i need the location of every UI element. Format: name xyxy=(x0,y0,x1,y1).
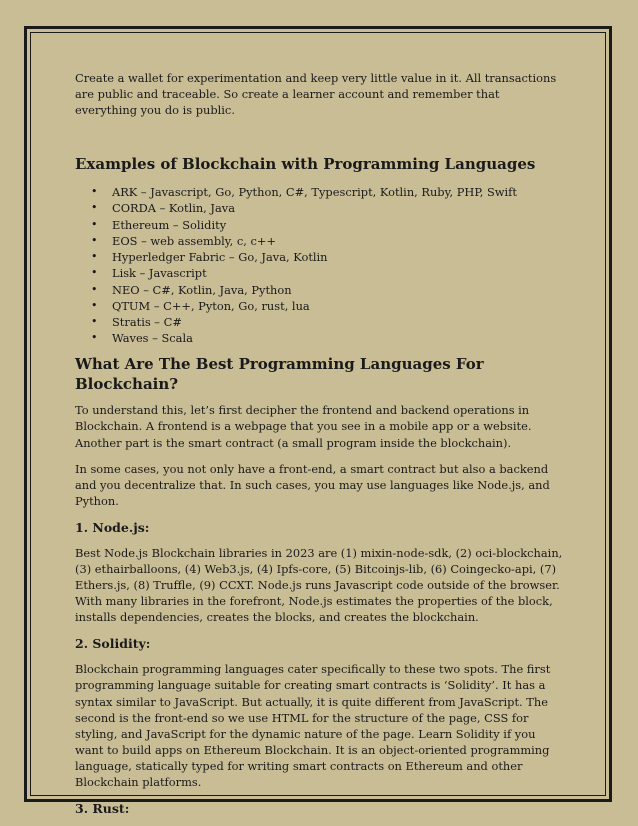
bullet-icon: • xyxy=(91,185,98,199)
document-body xyxy=(75,70,565,826)
list-item: • Lisk – Javascript xyxy=(91,266,207,281)
list-item: • CORDA – Kotlin, Java xyxy=(91,201,236,216)
list-item: • EOS – web assembly, c, c++ xyxy=(91,233,277,248)
rust-heading: 3. Rust: xyxy=(75,801,130,817)
best-languages-paragraph-1: To understand this, let’s first decipher the frontend and backend operations in Blockchain. A frontend is a webpage that you see in a mobile app or a website. Another part is the smart contract (a small program inside the blockchain). xyxy=(75,403,532,450)
best-languages-paragraph-2: In some cases, you not only have a front-end, a smart contract but also a backend and you decentralize that. In such cases, you may use languages like Node.js, and Python. xyxy=(75,461,550,508)
bullet-icon: • xyxy=(91,266,98,280)
list-item: • NEO – C#, Kotlin, Java, Python xyxy=(91,282,292,297)
bullet-icon: • xyxy=(91,217,98,231)
list-item: • Hyperledger Fabric – Go, Java, Kotlin xyxy=(91,250,328,265)
bullet-icon: • xyxy=(91,298,98,312)
list-item: • Waves – Scala xyxy=(91,331,193,346)
best-languages-heading: What Are The Best Programming Languages For Blockchain? xyxy=(75,355,484,394)
list-item: • Stratis – C# xyxy=(91,314,182,329)
nodejs-paragraph: Best Node.js Blockchain libraries in 2023 are (1) mixin-node-sdk, (2) oci-blockchain, (3) ethairballoons, (4) Web3.js, (4) Ipfs-core, (5) Bitcoinjs-lib, (6) Coingecko-api, (7) Ethers.js, (8) Truffle, (9) CCXT. Node.js runs Javascript code outside of the browser. With many libraries in the forefront, Node.js estimates the properties of the block, installs dependencies, creates the blocks, and creates the blockchain. xyxy=(75,545,563,625)
nodejs-heading: 1. Node.js: xyxy=(75,519,150,535)
bullet-icon: • xyxy=(91,233,98,247)
bullet-icon: • xyxy=(91,282,98,296)
intro-paragraph: Create a wallet for experimentation and keep very little value in it. All transactions are public and traceable. So create a learner account and remember that everything you do is public. xyxy=(75,71,557,118)
list-item: • ARK – Javascript, Go, Python, C#, Typescript, Kotlin, Ruby, PHP, Swift xyxy=(91,185,517,200)
bullet-icon: • xyxy=(91,250,98,264)
list-item: • Ethereum – Solidity xyxy=(91,217,227,232)
list-item: • QTUM – C++, Pyton, Go, rust, lua xyxy=(91,298,310,313)
bullet-icon: • xyxy=(91,331,98,345)
solidity-paragraph: Blockchain programming languages cater specifically to these two spots. The first programming language suitable for creating smart contracts is ‘Solidity’. It has a syntax similar to JavaScript. But actually, it is quite different from JavaScript. The second is the front-end so we use HTML for the structure of the page, CSS for styling, and JavaScript for the dynamic nature of the page. Learn Solidity if you want to build apps on Ethereum Blockchain. It is an object-oriented programming language, statically typed for writing smart contracts on Ethereum and other Blockchain platforms. xyxy=(75,662,551,789)
examples-heading: Examples of Blockchain with Programming Languages xyxy=(75,155,536,174)
bullet-icon: • xyxy=(91,201,98,215)
solidity-heading: 2. Solidity: xyxy=(75,636,151,652)
bullet-icon: • xyxy=(91,314,98,328)
examples-list xyxy=(75,184,565,346)
